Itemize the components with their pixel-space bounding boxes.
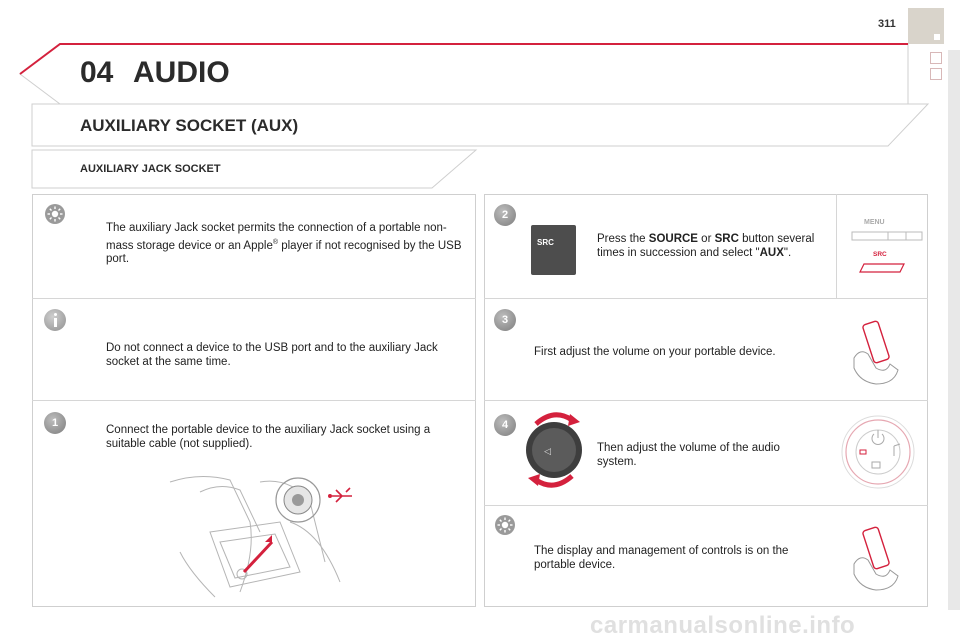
- radio-panel-illustration: [848, 212, 924, 278]
- right-divider-1: [484, 298, 928, 299]
- src-panel-label: SRC: [873, 251, 887, 258]
- chapter-number: 04: [80, 56, 114, 89]
- info-icon: [44, 309, 66, 331]
- step-2-text: Press the SOURCE or SRC button several times in succession and select "AUX".: [597, 233, 815, 259]
- right-vertical-divider: [836, 194, 837, 298]
- watermark: carmanualsonline.info: [590, 612, 856, 639]
- sun-icon: [44, 203, 66, 225]
- svg-text:◁: ◁: [544, 447, 551, 457]
- tip-text: The auxiliary Jack socket permits the connection of a portable non-mass storage device or an Apple® player if not recognised by the USB port.: [106, 222, 462, 265]
- step-3-text: First adjust the volume on your portable device.: [534, 346, 776, 358]
- volume-knob-illustration: [520, 404, 588, 496]
- info-text: Do not connect a device to the USB port and to the auxiliary Jack socket at the same time.: [106, 342, 438, 368]
- right-divider-3: [484, 505, 928, 506]
- portable-device-icon-2: [846, 524, 906, 594]
- aux-jack-icon: [270, 474, 360, 529]
- step-1-badge: 1: [44, 412, 66, 434]
- sun-icon-2: [494, 514, 516, 536]
- left-divider-1: [32, 298, 476, 299]
- page-number: 311: [878, 18, 896, 30]
- src-button-image: SRC: [531, 225, 576, 275]
- step-2-badge: 2: [494, 204, 516, 226]
- menu-label: MENU: [864, 219, 885, 226]
- step-1-text: Connect the portable device to the auxiliary Jack socket using a suitable cable (not supplied).: [106, 424, 431, 450]
- step-4-text: Then adjust the volume of the audio system.: [597, 442, 780, 468]
- right-divider-2: [484, 400, 928, 401]
- left-divider-2: [32, 400, 476, 401]
- step-4-badge: 4: [494, 414, 516, 436]
- control-panel-illustration: [838, 406, 924, 496]
- step-3-badge: 3: [494, 309, 516, 331]
- chapter-title: AUDIO: [133, 56, 230, 89]
- subsection-title: AUXILIARY JACK SOCKET: [80, 163, 221, 175]
- bottom-tip-text: The display and management of controls is on the portable device.: [534, 545, 789, 571]
- portable-device-icon: [846, 318, 906, 388]
- section-title: AUXILIARY SOCKET (AUX): [80, 116, 299, 135]
